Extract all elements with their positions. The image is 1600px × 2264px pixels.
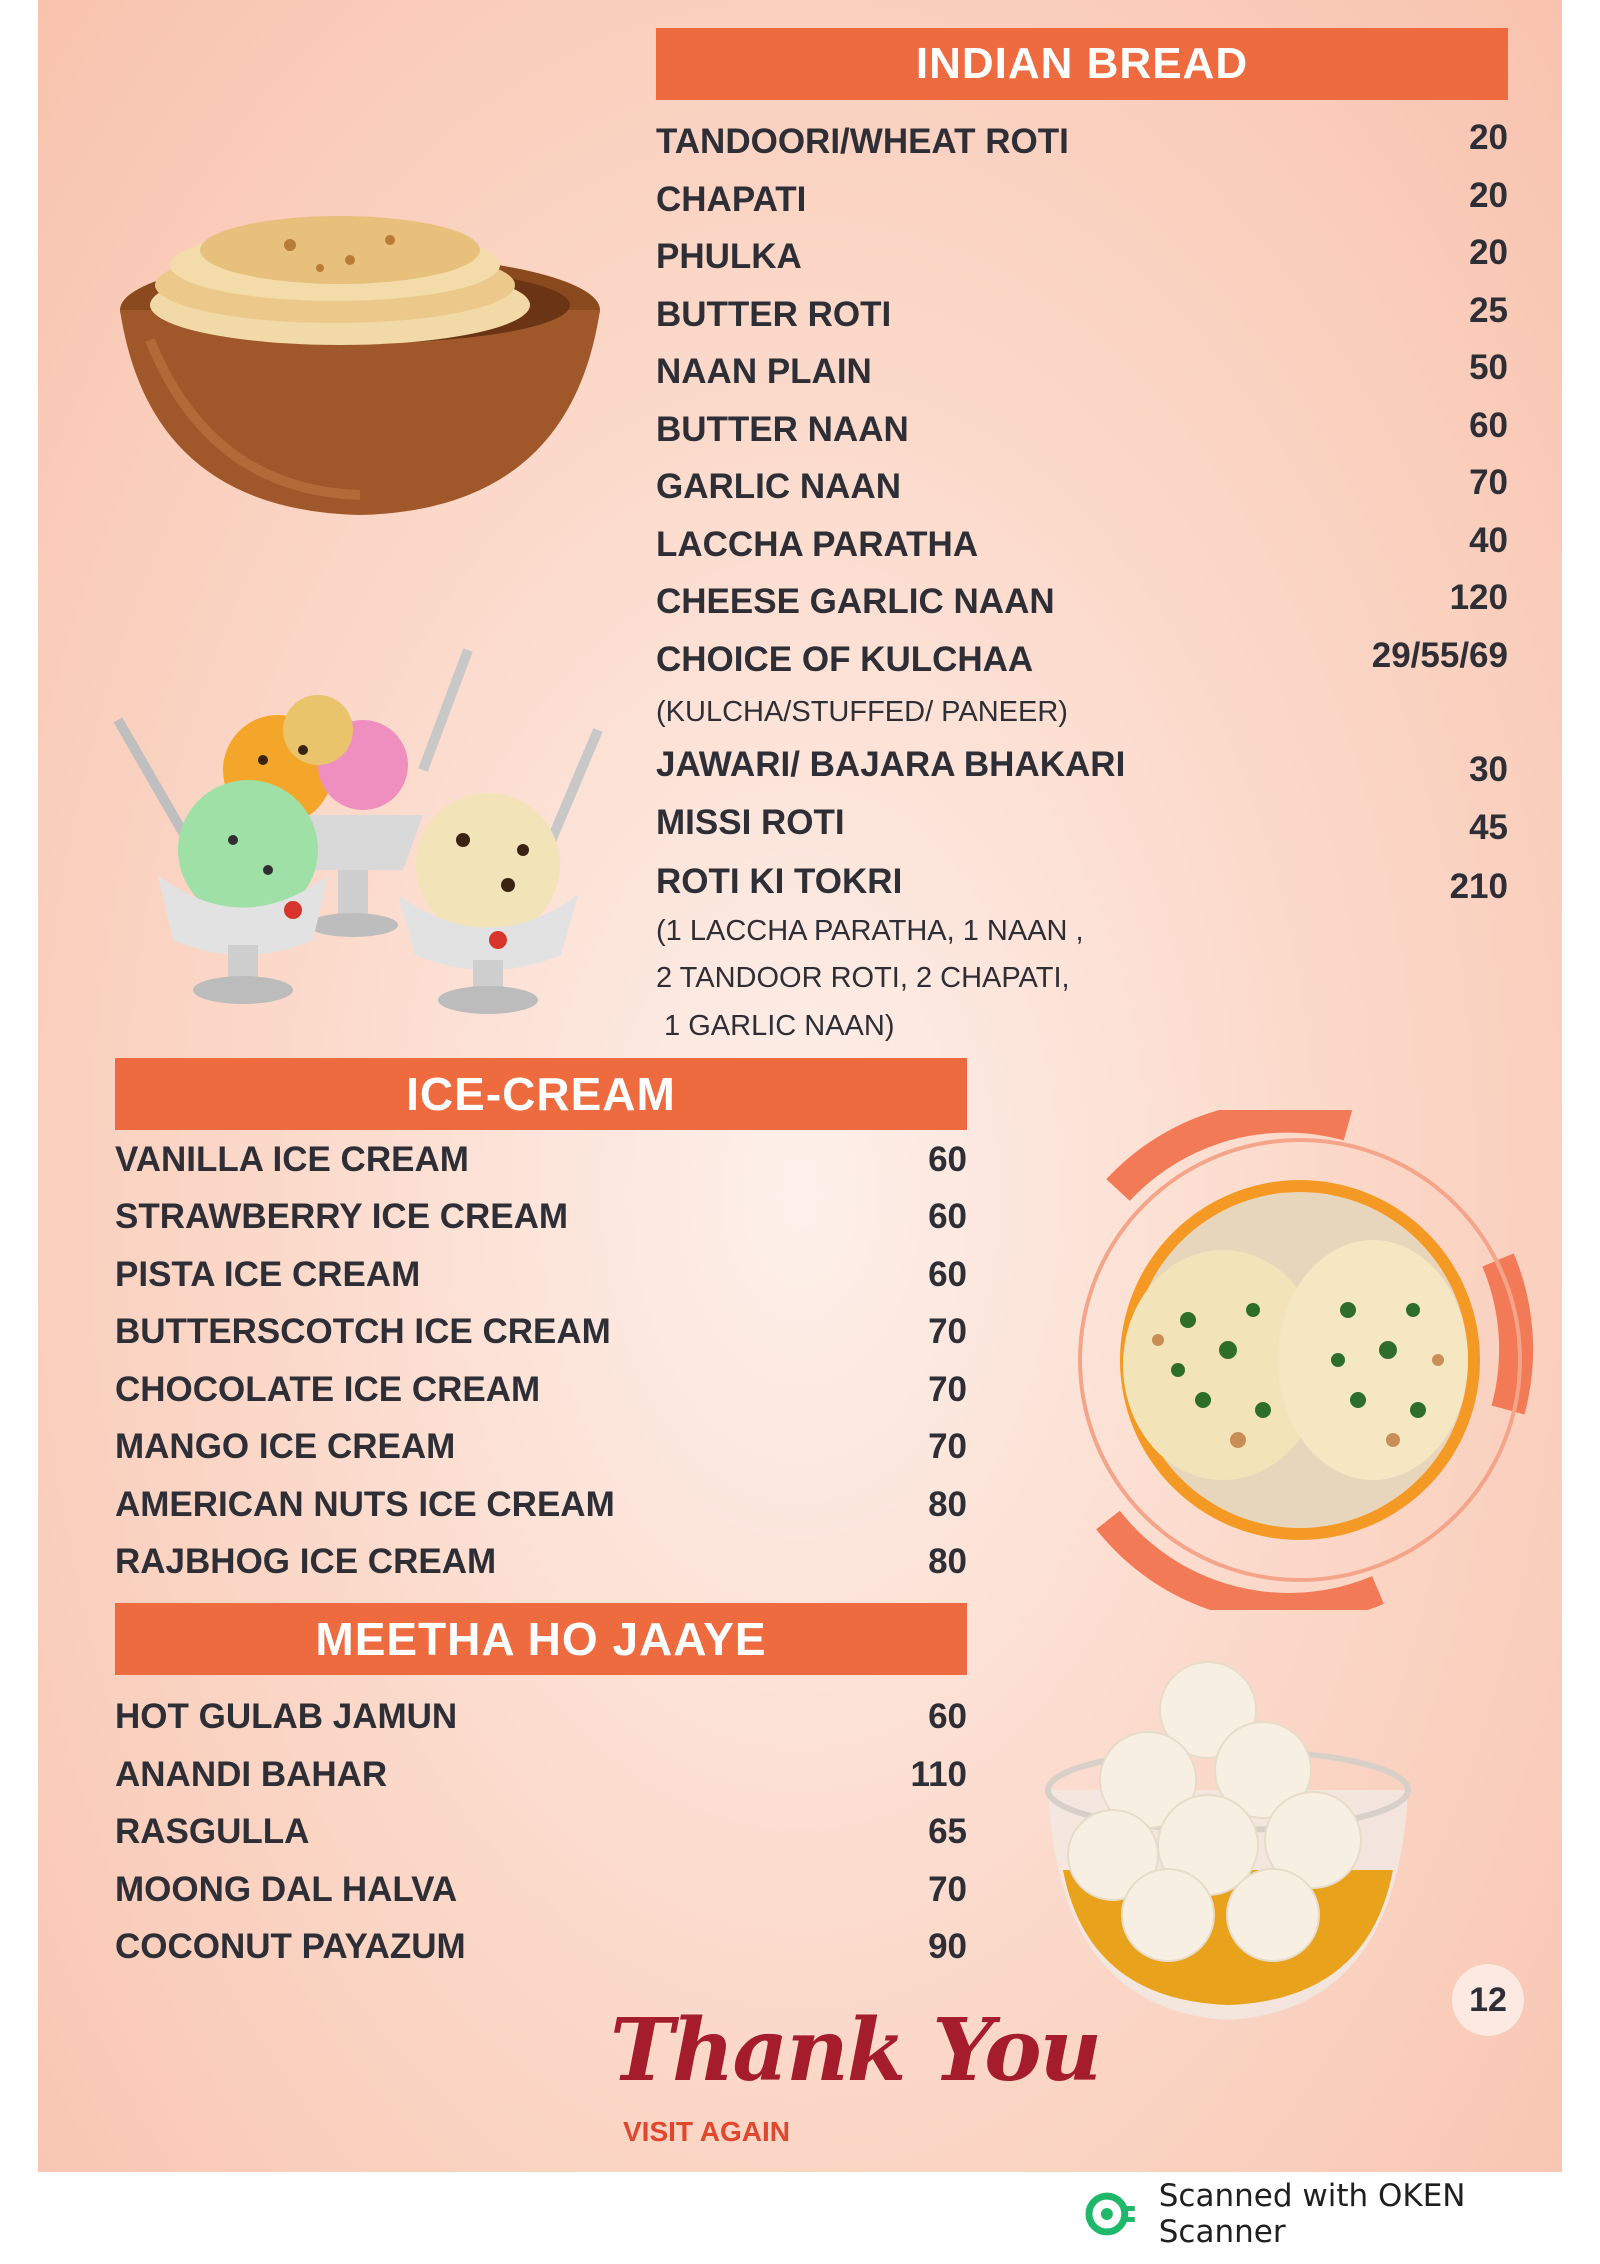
item-name: MISSI ROTI	[656, 803, 845, 842]
meetha-banner: MEETHA HO JAAYE	[115, 1603, 967, 1675]
menu-item	[115, 1542, 967, 1582]
menu-item	[656, 521, 1508, 565]
item-price: 210	[1449, 867, 1508, 906]
menu-item	[115, 1812, 967, 1852]
item-price: 70	[928, 1312, 967, 1351]
menu-item	[115, 1697, 967, 1737]
menu-item	[656, 291, 1508, 335]
menu-item	[115, 1312, 967, 1352]
item-name: LACCHA PARATHA	[656, 525, 979, 564]
menu-item	[656, 463, 1508, 507]
menu-item	[115, 1140, 967, 1180]
item-name: BUTTERSCOTCH ICE CREAM	[115, 1312, 611, 1351]
oken-scanner-logo-icon	[1085, 2190, 1137, 2238]
item-price: 20	[1469, 118, 1508, 157]
menu-item	[656, 233, 1508, 277]
item-note-line: 1 GARLIC NAAN)	[656, 1010, 895, 1042]
item-price: 80	[928, 1542, 967, 1581]
item-price: 60	[928, 1697, 967, 1736]
menu-item	[656, 578, 1508, 622]
item-name: PHULKA	[656, 237, 802, 276]
menu-item	[115, 1870, 967, 1910]
menu-item	[656, 862, 1508, 906]
menu-item	[656, 636, 1508, 680]
menu-item	[115, 1485, 967, 1525]
item-name: MOONG DAL HALVA	[115, 1870, 458, 1909]
item-price: 20	[1469, 176, 1508, 215]
menu-item	[115, 1255, 967, 1295]
visit-again-text: VISIT AGAIN	[623, 2116, 790, 2147]
item-name: CHAPATI	[656, 180, 807, 219]
item-name: CHEESE GARLIC NAAN	[656, 582, 1055, 621]
item-price: 50	[1469, 348, 1508, 387]
menu-item	[115, 1755, 967, 1795]
item-name: CHOCOLATE ICE CREAM	[115, 1370, 541, 1409]
ice-cream-banner: ICE-CREAM	[115, 1058, 967, 1130]
ice-cream-cups-image	[103, 640, 623, 1020]
item-name: PISTA ICE CREAM	[115, 1255, 421, 1294]
item-note-line: (1 LACCHA PARATHA, 1 NAAN ,	[656, 915, 1084, 947]
menu-item	[656, 406, 1508, 450]
item-price: 40	[1469, 521, 1508, 560]
item-name: BUTTER NAAN	[656, 410, 909, 449]
item-price: 60	[928, 1197, 967, 1236]
item-note: (KULCHA/STUFFED/ PANEER)	[656, 696, 1068, 728]
item-name: ANANDI BAHAR	[115, 1755, 388, 1794]
item-price: 30	[1469, 750, 1508, 789]
item-price: 25	[1469, 291, 1508, 330]
item-name: GARLIC NAAN	[656, 467, 901, 506]
menu-item	[656, 176, 1508, 220]
item-name: JAWARI/ BAJARA BHAKARI	[656, 745, 1126, 784]
menu-item	[656, 803, 1508, 847]
menu-item	[656, 118, 1508, 162]
menu-item	[656, 745, 1508, 789]
item-name: AMERICAN NUTS ICE CREAM	[115, 1485, 615, 1524]
bread-bowl-image	[90, 210, 630, 530]
item-note-line: 2 TANDOOR ROTI, 2 CHAPATI,	[656, 962, 1070, 994]
garlic-naan-image	[1038, 1110, 1558, 1610]
menu-item	[115, 1370, 967, 1410]
menu-item	[115, 1427, 967, 1467]
item-price: 65	[928, 1812, 967, 1851]
item-name: BUTTER ROTI	[656, 295, 892, 334]
indian-bread-banner: INDIAN BREAD	[656, 28, 1508, 100]
item-name: TANDOORI/WHEAT ROTI	[656, 122, 1069, 161]
item-name: CHOICE OF KULCHAA	[656, 640, 1034, 679]
item-name: HOT GULAB JAMUN	[115, 1697, 458, 1736]
item-name: NAAN PLAIN	[656, 352, 872, 391]
rasgulla-bowl-image	[1028, 1650, 1428, 2040]
item-price: 90	[928, 1927, 967, 1966]
item-price: 70	[928, 1370, 967, 1409]
scanner-footer	[1085, 2178, 1600, 2250]
item-name: RAJBHOG ICE CREAM	[115, 1542, 497, 1581]
item-price: 70	[928, 1427, 967, 1466]
menu-item	[115, 1197, 967, 1237]
item-price: 70	[1469, 463, 1508, 502]
item-name: RASGULLA	[115, 1812, 310, 1851]
item-price: 29/55/69	[1371, 636, 1508, 675]
item-name: VANILLA ICE CREAM	[115, 1140, 469, 1179]
item-price: 70	[928, 1870, 967, 1909]
item-price: 110	[910, 1755, 967, 1794]
menu-item	[115, 1927, 967, 1967]
item-price: 120	[1449, 578, 1508, 617]
page-number-badge: 12	[1452, 1964, 1524, 2036]
menu-page	[38, 0, 1562, 2172]
item-price: 60	[928, 1255, 967, 1294]
menu-item	[656, 348, 1508, 392]
item-name: ROTI KI TOKRI	[656, 862, 903, 901]
item-price: 60	[928, 1140, 967, 1179]
item-price: 20	[1469, 233, 1508, 272]
thank-you-text: Thank You	[610, 2000, 1101, 2101]
scanner-credit: Scanned with OKEN Scanner	[1158, 2178, 1466, 2250]
item-price: 80	[928, 1485, 967, 1524]
item-name: MANGO ICE CREAM	[115, 1427, 456, 1466]
item-name: COCONUT PAYAZUM	[115, 1927, 466, 1966]
item-name: STRAWBERRY ICE CREAM	[115, 1197, 569, 1236]
item-price: 60	[1469, 406, 1508, 445]
item-price: 45	[1469, 808, 1508, 847]
